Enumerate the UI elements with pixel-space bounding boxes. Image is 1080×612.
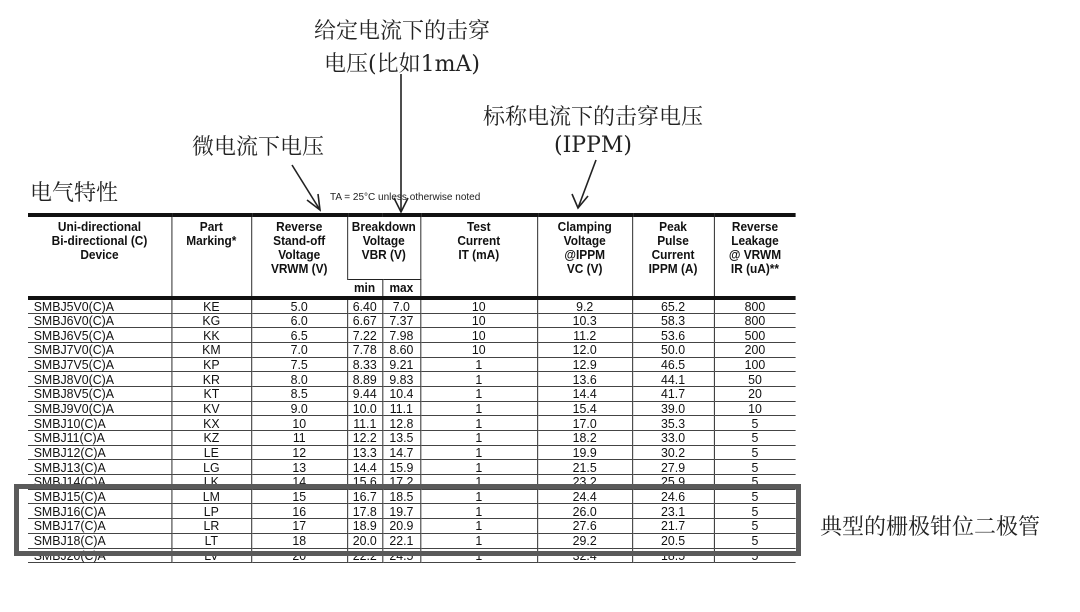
- cell-device: SMBJ15(C)A: [28, 489, 171, 504]
- cell-marking: LK: [171, 475, 251, 490]
- cell-vbr-min: 13.3: [347, 445, 382, 460]
- cell-test-current: 1: [420, 401, 537, 416]
- cell-device: SMBJ8V0(C)A: [28, 372, 171, 387]
- cell-vbr-min: 12.2: [347, 431, 382, 446]
- cell-vbr-min: 9.44: [347, 386, 382, 401]
- cell-device: SMBJ20(C)A: [28, 548, 171, 563]
- cell-device: SMBJ6V5(C)A: [28, 328, 171, 343]
- table-row: [28, 313, 796, 328]
- highlight-box: [14, 484, 801, 556]
- cell-vrwm: 7.0: [251, 342, 347, 357]
- cell-clamping-voltage: 11.2: [537, 328, 632, 343]
- cell-peak-current: 18.5: [632, 548, 714, 563]
- cell-vrwm: 9.0: [251, 401, 347, 416]
- section-title: 电气特性: [30, 181, 119, 206]
- cell-vrwm: 6.0: [251, 313, 347, 328]
- cell-vbr-max: 11.1: [382, 401, 420, 416]
- cell-device: SMBJ17(C)A: [28, 519, 171, 534]
- table-row: [28, 431, 796, 446]
- cell-device: SMBJ11(C)A: [28, 431, 171, 446]
- cell-peak-current: 25.9: [632, 475, 714, 490]
- cell-clamping-voltage: 10.3: [537, 313, 632, 328]
- header-test-current: Test Current IT (mA): [420, 215, 537, 298]
- cell-test-current: 1: [420, 416, 537, 431]
- cell-marking: KP: [171, 357, 251, 372]
- annotation-line: 标称电流下的击穿电压: [482, 105, 703, 130]
- cell-test-current: 10: [420, 342, 537, 357]
- cell-vrwm: 7.5: [251, 357, 347, 372]
- cell-test-current: 1: [420, 475, 537, 490]
- cell-vbr-max: 18.5: [382, 489, 420, 504]
- cell-leakage: 800: [714, 298, 796, 314]
- cell-clamping-voltage: 24.4: [537, 489, 632, 504]
- cell-leakage: 5: [714, 445, 796, 460]
- cell-clamping-voltage: 17.0: [537, 416, 632, 431]
- cell-vbr-max: 8.60: [382, 342, 420, 357]
- cell-clamping-voltage: 27.6: [537, 519, 632, 534]
- cell-test-current: 10: [420, 298, 537, 314]
- cell-marking: LV: [171, 548, 251, 563]
- cell-device: SMBJ13(C)A: [28, 460, 171, 475]
- cell-clamping-voltage: 26.0: [537, 504, 632, 519]
- cell-clamping-voltage: 23.2: [537, 475, 632, 490]
- annotation-line: 电压(比如1mA): [324, 52, 480, 77]
- cell-leakage: 5: [714, 504, 796, 519]
- cell-leakage: 5: [714, 519, 796, 534]
- cell-device: SMBJ12(C)A: [28, 445, 171, 460]
- cell-vbr-max: 12.8: [382, 416, 420, 431]
- table-row: [28, 386, 796, 401]
- cell-vrwm: 15: [251, 489, 347, 504]
- header-clamping: Clamping Voltage @IPPM VC (V): [537, 215, 632, 298]
- cell-test-current: 1: [420, 504, 537, 519]
- table-row: [28, 416, 796, 431]
- cell-marking: KG: [171, 313, 251, 328]
- cell-vbr-min: 16.7: [347, 489, 382, 504]
- cell-marking: KE: [171, 298, 251, 314]
- cell-vbr-max: 9.83: [382, 372, 420, 387]
- cell-vrwm: 6.5: [251, 328, 347, 343]
- cell-peak-current: 35.3: [632, 416, 714, 431]
- cell-clamping-voltage: 19.9: [537, 445, 632, 460]
- header-vrwm: Reverse Stand-off Voltage VRWM (V): [251, 215, 347, 298]
- cell-peak-current: 58.3: [632, 313, 714, 328]
- cell-vbr-max: 20.9: [382, 519, 420, 534]
- cell-vrwm: 17: [251, 519, 347, 534]
- cell-vrwm: 12: [251, 445, 347, 460]
- cell-leakage: 20: [714, 386, 796, 401]
- cell-marking: LR: [171, 519, 251, 534]
- cell-peak-current: 24.6: [632, 489, 714, 504]
- cell-peak-current: 41.7: [632, 386, 714, 401]
- cell-vbr-min: 7.22: [347, 328, 382, 343]
- cell-vbr-max: 19.7: [382, 504, 420, 519]
- cell-peak-current: 46.5: [632, 357, 714, 372]
- annotation-line: (IPPM): [554, 133, 632, 158]
- arrow-micro-current: [292, 165, 320, 210]
- cell-device: SMBJ5V0(C)A: [28, 298, 171, 314]
- cell-vbr-min: 17.8: [347, 504, 382, 519]
- arrow-nominal: [578, 160, 596, 208]
- cell-device: SMBJ16(C)A: [28, 504, 171, 519]
- cell-clamping-voltage: 14.4: [537, 386, 632, 401]
- cell-test-current: 1: [420, 460, 537, 475]
- cell-leakage: 5: [714, 533, 796, 548]
- cell-test-current: 1: [420, 431, 537, 446]
- cell-vbr-max: 14.7: [382, 445, 420, 460]
- cell-test-current: 1: [420, 489, 537, 504]
- cell-vbr-max: 24.5: [382, 548, 420, 563]
- cell-leakage: 5: [714, 475, 796, 490]
- cell-leakage: 5: [714, 431, 796, 446]
- cell-leakage: 5: [714, 548, 796, 563]
- cell-test-current: 1: [420, 533, 537, 548]
- table-row: [28, 342, 796, 357]
- cell-leakage: 10: [714, 401, 796, 416]
- cell-vbr-min: 18.9: [347, 519, 382, 534]
- cell-marking: KZ: [171, 431, 251, 446]
- cell-vbr-min: 15.6: [347, 475, 382, 490]
- header-device: Uni-directional Bi-directional (C) Device: [28, 215, 171, 298]
- cell-vbr-min: 22.2: [347, 548, 382, 563]
- cell-vrwm: 8.5: [251, 386, 347, 401]
- annotation-typical-gate-clamp: 典型的栅极钳位二极管: [820, 515, 1041, 540]
- cell-marking: LG: [171, 460, 251, 475]
- cell-clamping-voltage: 9.2: [537, 298, 632, 314]
- cell-clamping-voltage: 29.2: [537, 533, 632, 548]
- cell-peak-current: 30.2: [632, 445, 714, 460]
- cell-vbr-max: 7.98: [382, 328, 420, 343]
- cell-vbr-max: 7.37: [382, 313, 420, 328]
- cell-peak-current: 27.9: [632, 460, 714, 475]
- cell-vbr-min: 6.40: [347, 298, 382, 314]
- table-row: [28, 401, 796, 416]
- cell-device: SMBJ18(C)A: [28, 533, 171, 548]
- cell-marking: KX: [171, 416, 251, 431]
- cell-vbr-max: 13.5: [382, 431, 420, 446]
- cell-device: SMBJ14(C)A: [28, 475, 171, 490]
- cell-vbr-max: 7.0: [382, 298, 420, 314]
- table-row: [28, 357, 796, 372]
- cell-peak-current: 21.7: [632, 519, 714, 534]
- cell-test-current: 1: [420, 386, 537, 401]
- cell-device: SMBJ6V0(C)A: [28, 313, 171, 328]
- cell-leakage: 5: [714, 460, 796, 475]
- cell-marking: LP: [171, 504, 251, 519]
- cell-leakage: 50: [714, 372, 796, 387]
- header-leakage: Reverse Leakage @ VRWM IR (uA)**: [714, 215, 796, 298]
- cell-marking: LT: [171, 533, 251, 548]
- cell-marking: LM: [171, 489, 251, 504]
- cell-vbr-max: 22.1: [382, 533, 420, 548]
- cell-vrwm: 8.0: [251, 372, 347, 387]
- table-row: [28, 445, 796, 460]
- cell-vbr-min: 11.1: [347, 416, 382, 431]
- cell-clamping-voltage: 12.0: [537, 342, 632, 357]
- cell-leakage: 800: [714, 313, 796, 328]
- cell-vbr-min: 6.67: [347, 313, 382, 328]
- cell-vbr-min: 8.33: [347, 357, 382, 372]
- cell-marking: KM: [171, 342, 251, 357]
- cell-peak-current: 50.0: [632, 342, 714, 357]
- cell-clamping-voltage: 18.2: [537, 431, 632, 446]
- header-vbr: Breakdown Voltage VBR (V): [347, 215, 420, 279]
- cell-marking: KV: [171, 401, 251, 416]
- table-row: [28, 460, 796, 475]
- header-max: max: [382, 279, 420, 298]
- cell-clamping-voltage: 15.4: [537, 401, 632, 416]
- cell-vrwm: 14: [251, 475, 347, 490]
- cell-vbr-max: 15.9: [382, 460, 420, 475]
- cell-marking: KT: [171, 386, 251, 401]
- cell-vbr-max: 9.21: [382, 357, 420, 372]
- cell-test-current: 1: [420, 445, 537, 460]
- cell-peak-current: 39.0: [632, 401, 714, 416]
- cell-peak-current: 65.2: [632, 298, 714, 314]
- cell-clamping-voltage: 13.6: [537, 372, 632, 387]
- header-marking: Part Marking*: [171, 215, 251, 298]
- cell-leakage: 5: [714, 416, 796, 431]
- cell-vbr-min: 10.0: [347, 401, 382, 416]
- cell-leakage: 200: [714, 342, 796, 357]
- cell-marking: LE: [171, 445, 251, 460]
- cell-vrwm: 10: [251, 416, 347, 431]
- cell-device: SMBJ9V0(C)A: [28, 401, 171, 416]
- cell-leakage: 100: [714, 357, 796, 372]
- cell-test-current: 10: [420, 313, 537, 328]
- cell-marking: KK: [171, 328, 251, 343]
- cell-leakage: 5: [714, 489, 796, 504]
- table-row: [28, 328, 796, 343]
- cell-peak-current: 44.1: [632, 372, 714, 387]
- cell-vbr-max: 17.2: [382, 475, 420, 490]
- test-condition: TA = 25°C unless otherwise noted: [330, 192, 481, 203]
- cell-test-current: 1: [420, 519, 537, 534]
- cell-device: SMBJ10(C)A: [28, 416, 171, 431]
- cell-peak-current: 20.5: [632, 533, 714, 548]
- cell-vbr-max: 10.4: [382, 386, 420, 401]
- cell-device: SMBJ7V0(C)A: [28, 342, 171, 357]
- cell-peak-current: 53.6: [632, 328, 714, 343]
- cell-leakage: 500: [714, 328, 796, 343]
- cell-clamping-voltage: 21.5: [537, 460, 632, 475]
- cell-vbr-min: 8.89: [347, 372, 382, 387]
- cell-clamping-voltage: 32.4: [537, 548, 632, 563]
- cell-test-current: 1: [420, 372, 537, 387]
- cell-test-current: 1: [420, 357, 537, 372]
- cell-vbr-min: 20.0: [347, 533, 382, 548]
- cell-vrwm: 5.0: [251, 298, 347, 314]
- table-row: [28, 298, 796, 314]
- cell-test-current: 10: [420, 328, 537, 343]
- cell-device: SMBJ8V5(C)A: [28, 386, 171, 401]
- table-row: [28, 372, 796, 387]
- cell-vbr-min: 7.78: [347, 342, 382, 357]
- cell-clamping-voltage: 12.9: [537, 357, 632, 372]
- cell-vrwm: 13: [251, 460, 347, 475]
- cell-vrwm: 18: [251, 533, 347, 548]
- header-peak-current: Peak Pulse Current IPPM (A): [632, 215, 714, 298]
- cell-marking: KR: [171, 372, 251, 387]
- cell-test-current: 1: [420, 548, 537, 563]
- annotation-line: 给定电流下的击穿: [313, 19, 490, 44]
- cell-vrwm: 20: [251, 548, 347, 563]
- cell-device: SMBJ7V5(C)A: [28, 357, 171, 372]
- cell-vrwm: 16: [251, 504, 347, 519]
- cell-peak-current: 33.0: [632, 431, 714, 446]
- annotation-micro-current: 微电流下电压: [192, 135, 325, 160]
- cell-peak-current: 23.1: [632, 504, 714, 519]
- cell-vbr-min: 14.4: [347, 460, 382, 475]
- header-min: min: [347, 279, 382, 298]
- cell-vrwm: 11: [251, 431, 347, 446]
